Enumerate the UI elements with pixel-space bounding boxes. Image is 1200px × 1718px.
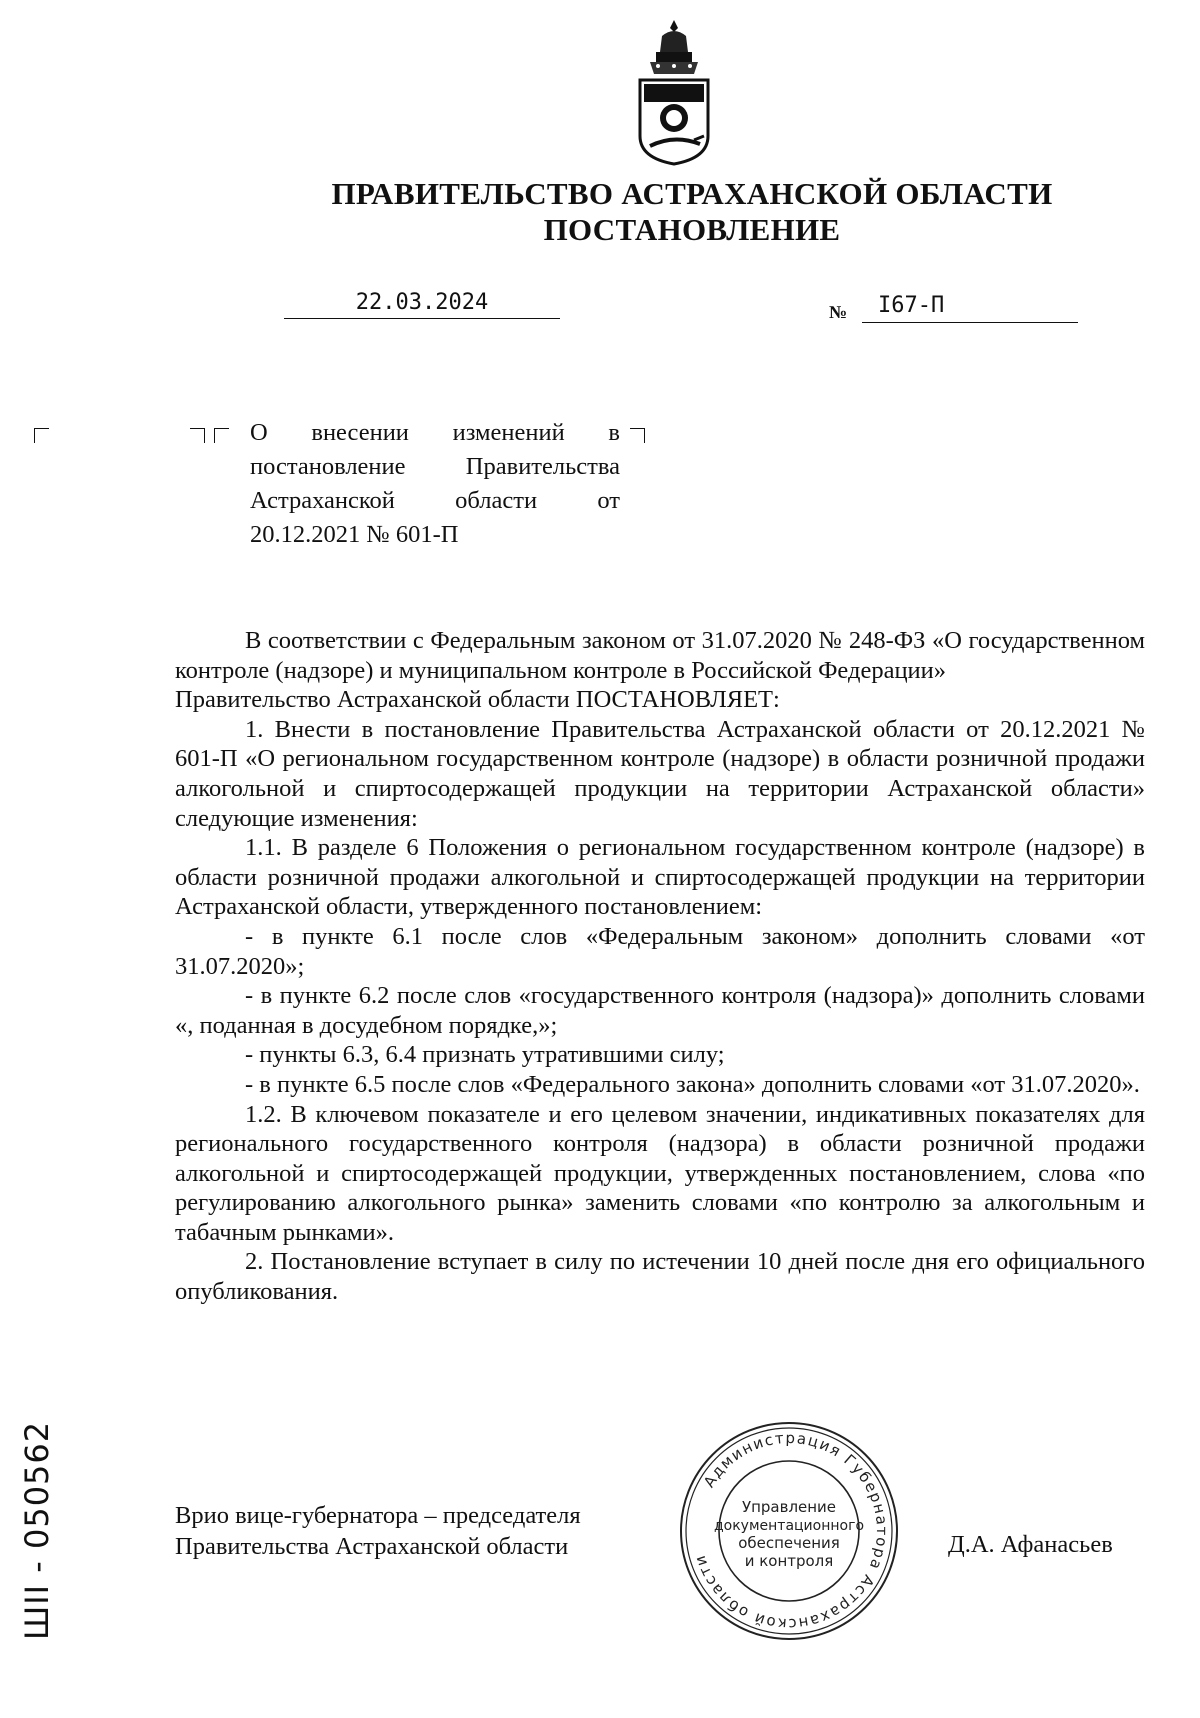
- intro-continuation: Правительство Астраханской области ПОСТАНОВЛЯЕТ:: [175, 686, 780, 714]
- document-body: [175, 626, 1145, 1307]
- position-line: Правительства Астраханской области: [175, 1533, 569, 1560]
- clause-1: 1. Внести в постановление Правительства Астраханской области от 20.12.2021 № 601-П «О региональном государственном контроле (надзоре) в области розничной продажи алкогольной и спиртосодержащей продукции на территории Астраханской области» следующие изменения:: [175, 715, 1145, 832]
- clause-item: - в пункте 6.1 после слов «Федеральным законом» дополнить словами «от 31.07.2020»;: [175, 922, 1145, 980]
- signatory-name: Д.А. Афанасьев: [948, 1531, 1113, 1558]
- clause-1-1: 1.1. В разделе 6 Положения о региональном государственном контроле (надзоре) в области розничной продажи алкогольной и спиртосодержащей продукции на территории Астраханской области, утвержденного постановлением:: [175, 834, 1145, 921]
- position-line: Врио вице-губернатора – председателя: [175, 1502, 581, 1529]
- corner-mark: [190, 428, 205, 443]
- stamp-inner-line: и контроля: [744, 1552, 834, 1570]
- stamp-inner-line: Управление: [741, 1498, 837, 1516]
- number-sign: №: [829, 302, 848, 322]
- document-date: 22.03.2024: [355, 290, 489, 315]
- coat-of-arms-emblem: [628, 18, 720, 168]
- government-heading: ПРАВИТЕЛЬСТВО АСТРАХАНСКОЙ ОБЛАСТИ: [331, 176, 1053, 211]
- intro-paragraph: В соответствии с Федеральным законом от 31.07.2020 № 248-ФЗ «О государственном контроле (надзоре) и муниципальном контроле в Российской Федерации»: [175, 627, 1145, 684]
- official-stamp: [676, 1418, 902, 1644]
- form-serial-number: ШII - 050562: [18, 1420, 56, 1640]
- clause-2: 2. Постановление вступает в силу по истечении 10 дней после дня его официального опубликования.: [175, 1248, 1145, 1306]
- corner-mark-left: [34, 428, 49, 443]
- corner-mark-right: [630, 428, 645, 443]
- date-underline: [284, 318, 560, 319]
- document-type-heading: ПОСТАНОВЛЕНИЕ: [543, 212, 841, 247]
- document-number: I67-П: [878, 293, 945, 318]
- clause-item: - пункты 6.3, 6.4 признать утратившими силу;: [245, 1041, 725, 1069]
- clause-item: - в пункте 6.5 после слов «Федерального закона» дополнить словами «от 31.07.2020».: [245, 1070, 1140, 1098]
- signatory-position: [175, 1500, 675, 1562]
- stamp-inner-line: обеспечения: [738, 1534, 840, 1552]
- clause-item: - в пункте 6.2 после слов «государственного контроля (надзора)» дополнить словами «, поданная в досудебном порядке,»;: [175, 982, 1145, 1039]
- number-underline: [862, 322, 1078, 323]
- stamp-outer-text: Администрация Губернатора Астраханской области: [690, 1428, 892, 1634]
- clause-1-2: 1.2. В ключевом показателе и его целевом значении, индикативных показателях для регионального государственного контроля (надзора) в области розничной продажи алкогольной и спиртосодержащей продукции, утвержденных постановлением, слова «по регулированию алкогольного рынка» заменить словами «по контролю за алкогольным и табачным рынками».: [175, 1100, 1145, 1246]
- document-subject: О внесении изменений в постановление Правительства Астраханской области от 20.12.2021 № 601-П: [250, 419, 620, 548]
- corner-mark: [214, 428, 229, 443]
- stamp-inner-line: документационного: [713, 1518, 865, 1534]
